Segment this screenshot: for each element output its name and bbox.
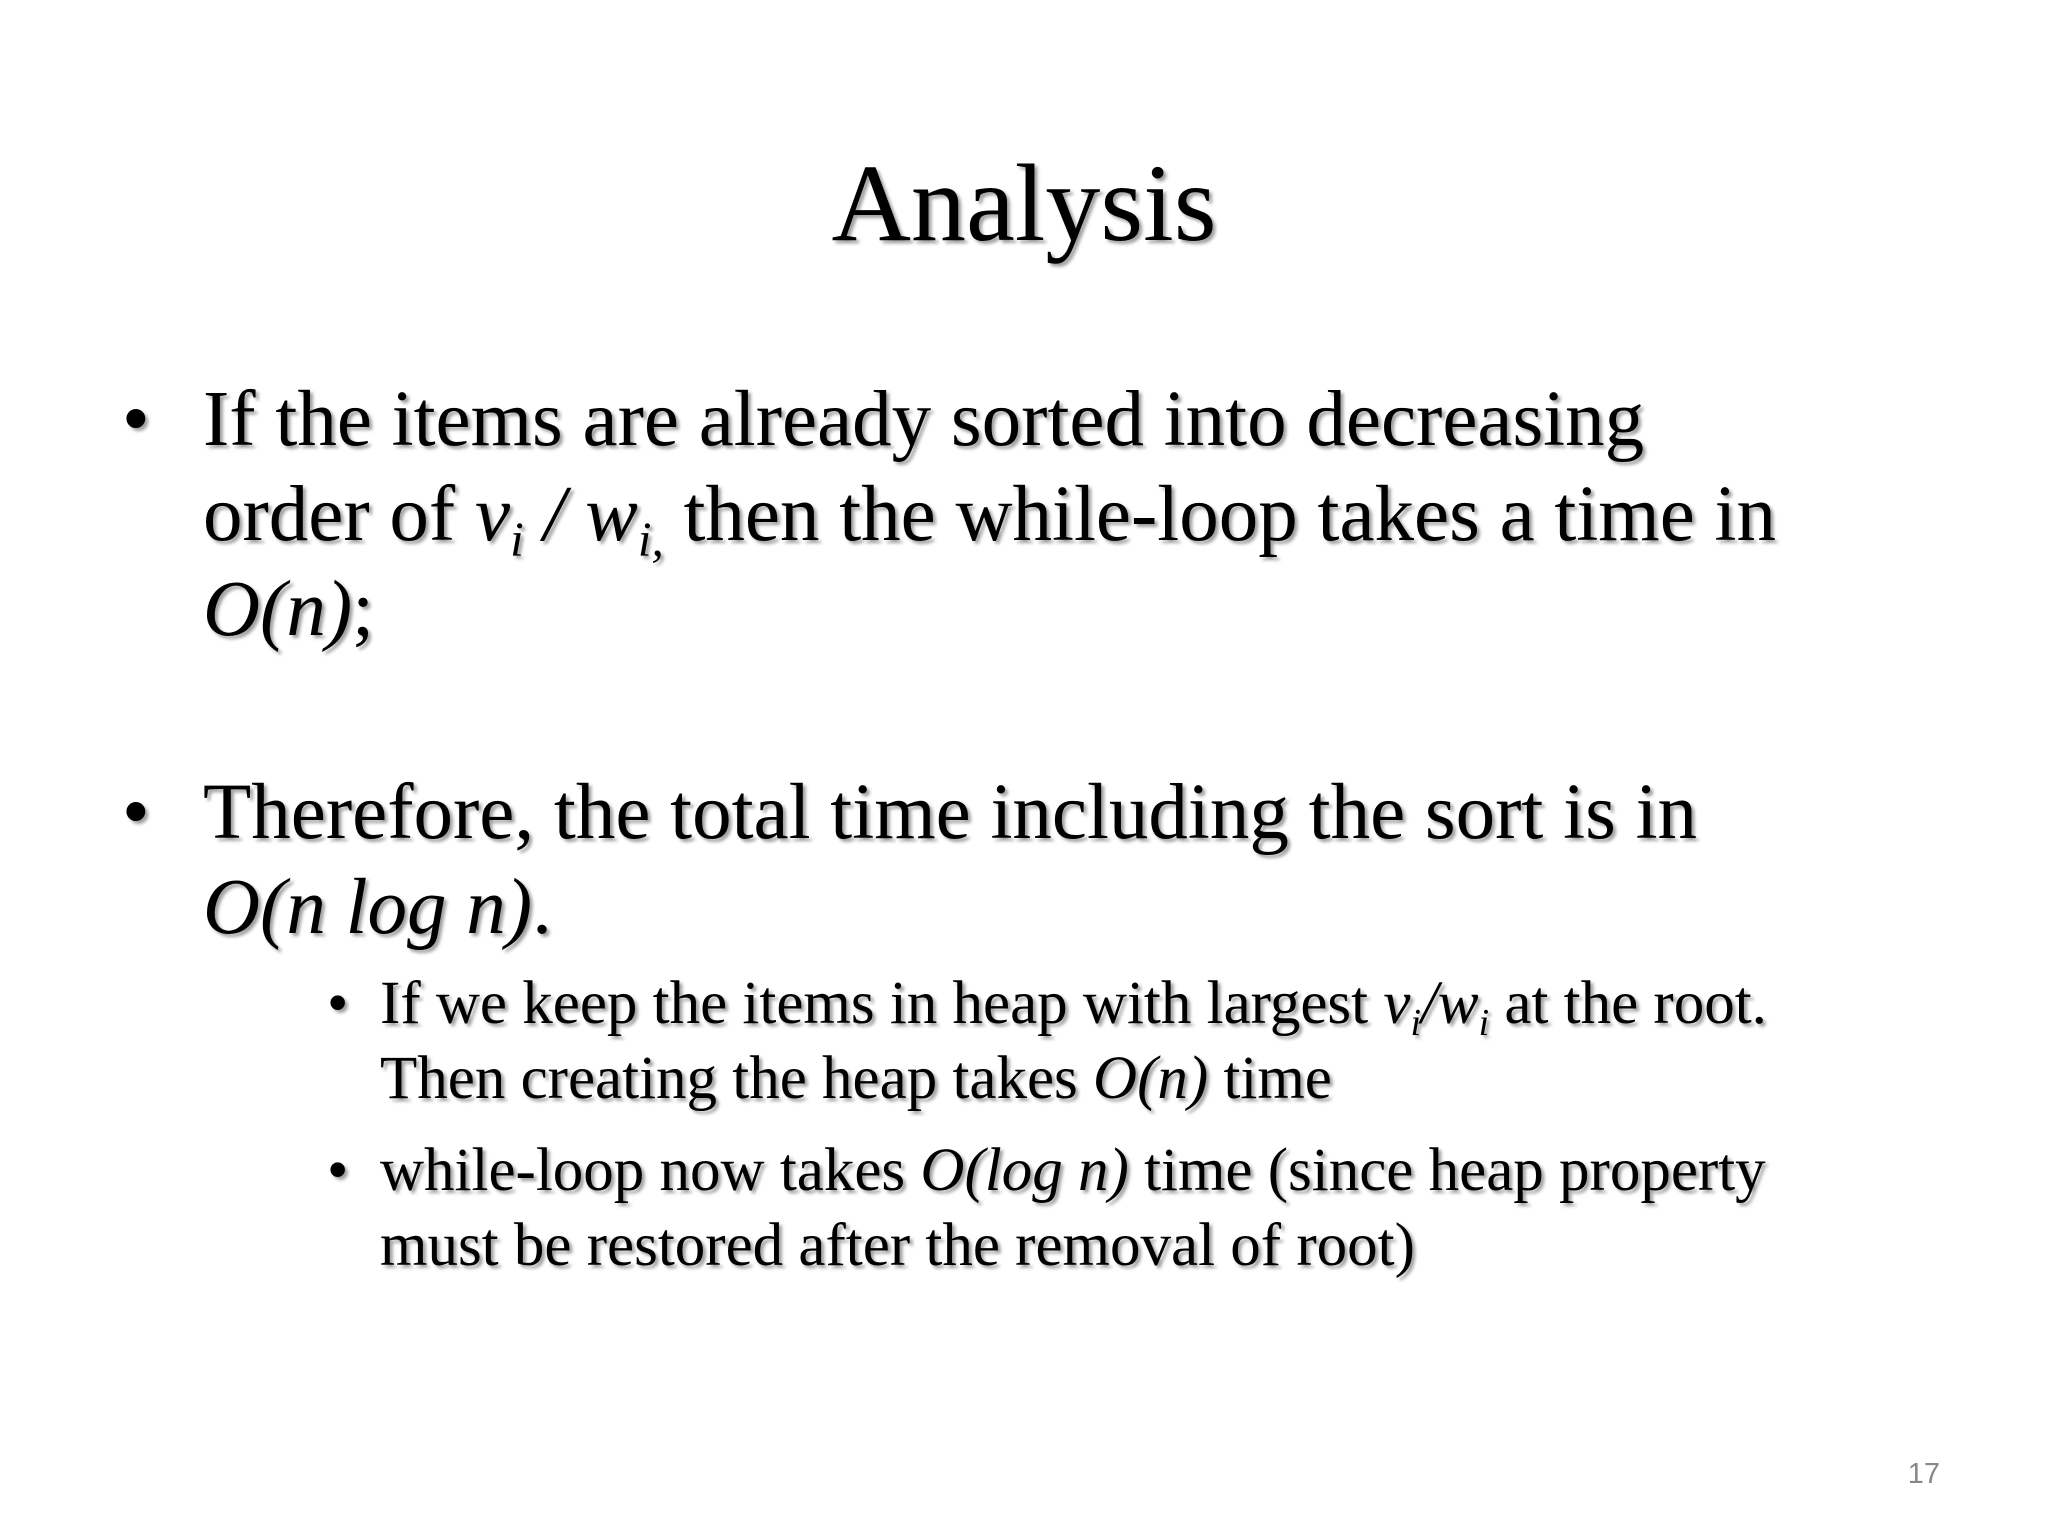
bullet-line: Therefore, the total time including the sort is in — [203, 769, 1698, 856]
bullet-sorted-items — [122, 372, 1982, 672]
sub-bullet-dot: • — [327, 1137, 349, 1204]
sub-bullet-heap — [327, 966, 2017, 1126]
bullet-total-time — [122, 765, 1982, 965]
sub-bullet-line: must be restored after the removal of root) — [380, 1212, 1415, 1279]
bullet-line: If the items are already sorted into decreasing — [203, 376, 1645, 463]
sub-bullet-text — [380, 1133, 1766, 1283]
sub-bullet-line: Then creating the heap takes O(n) time — [380, 1045, 1332, 1112]
bullet-line: O(n); — [203, 566, 375, 653]
page-number: 17 — [1907, 1458, 1940, 1490]
bullet-line: order of $v_i / w_{i,}$ then the while-loop takes a time in — [203, 471, 1776, 567]
sub-bullet-line: If we keep the items in heap with largest $v_i/w_i$ at the root. — [380, 970, 1767, 1045]
sub-bullet-text — [380, 966, 1767, 1116]
sub-bullet-line: while-loop now takes O(log n) time (since heap property — [380, 1137, 1766, 1204]
bullet-line: O(n log n). — [203, 864, 552, 951]
sub-bullet-dot: • — [327, 970, 349, 1037]
bullet-dot: • — [122, 769, 150, 856]
bullet-text — [203, 765, 1697, 955]
bullet-text — [203, 372, 1776, 657]
slide-title: Analysis — [831, 142, 1217, 264]
sub-bullet-while-loop — [327, 1133, 2017, 1293]
bullet-dot: • — [122, 376, 150, 463]
